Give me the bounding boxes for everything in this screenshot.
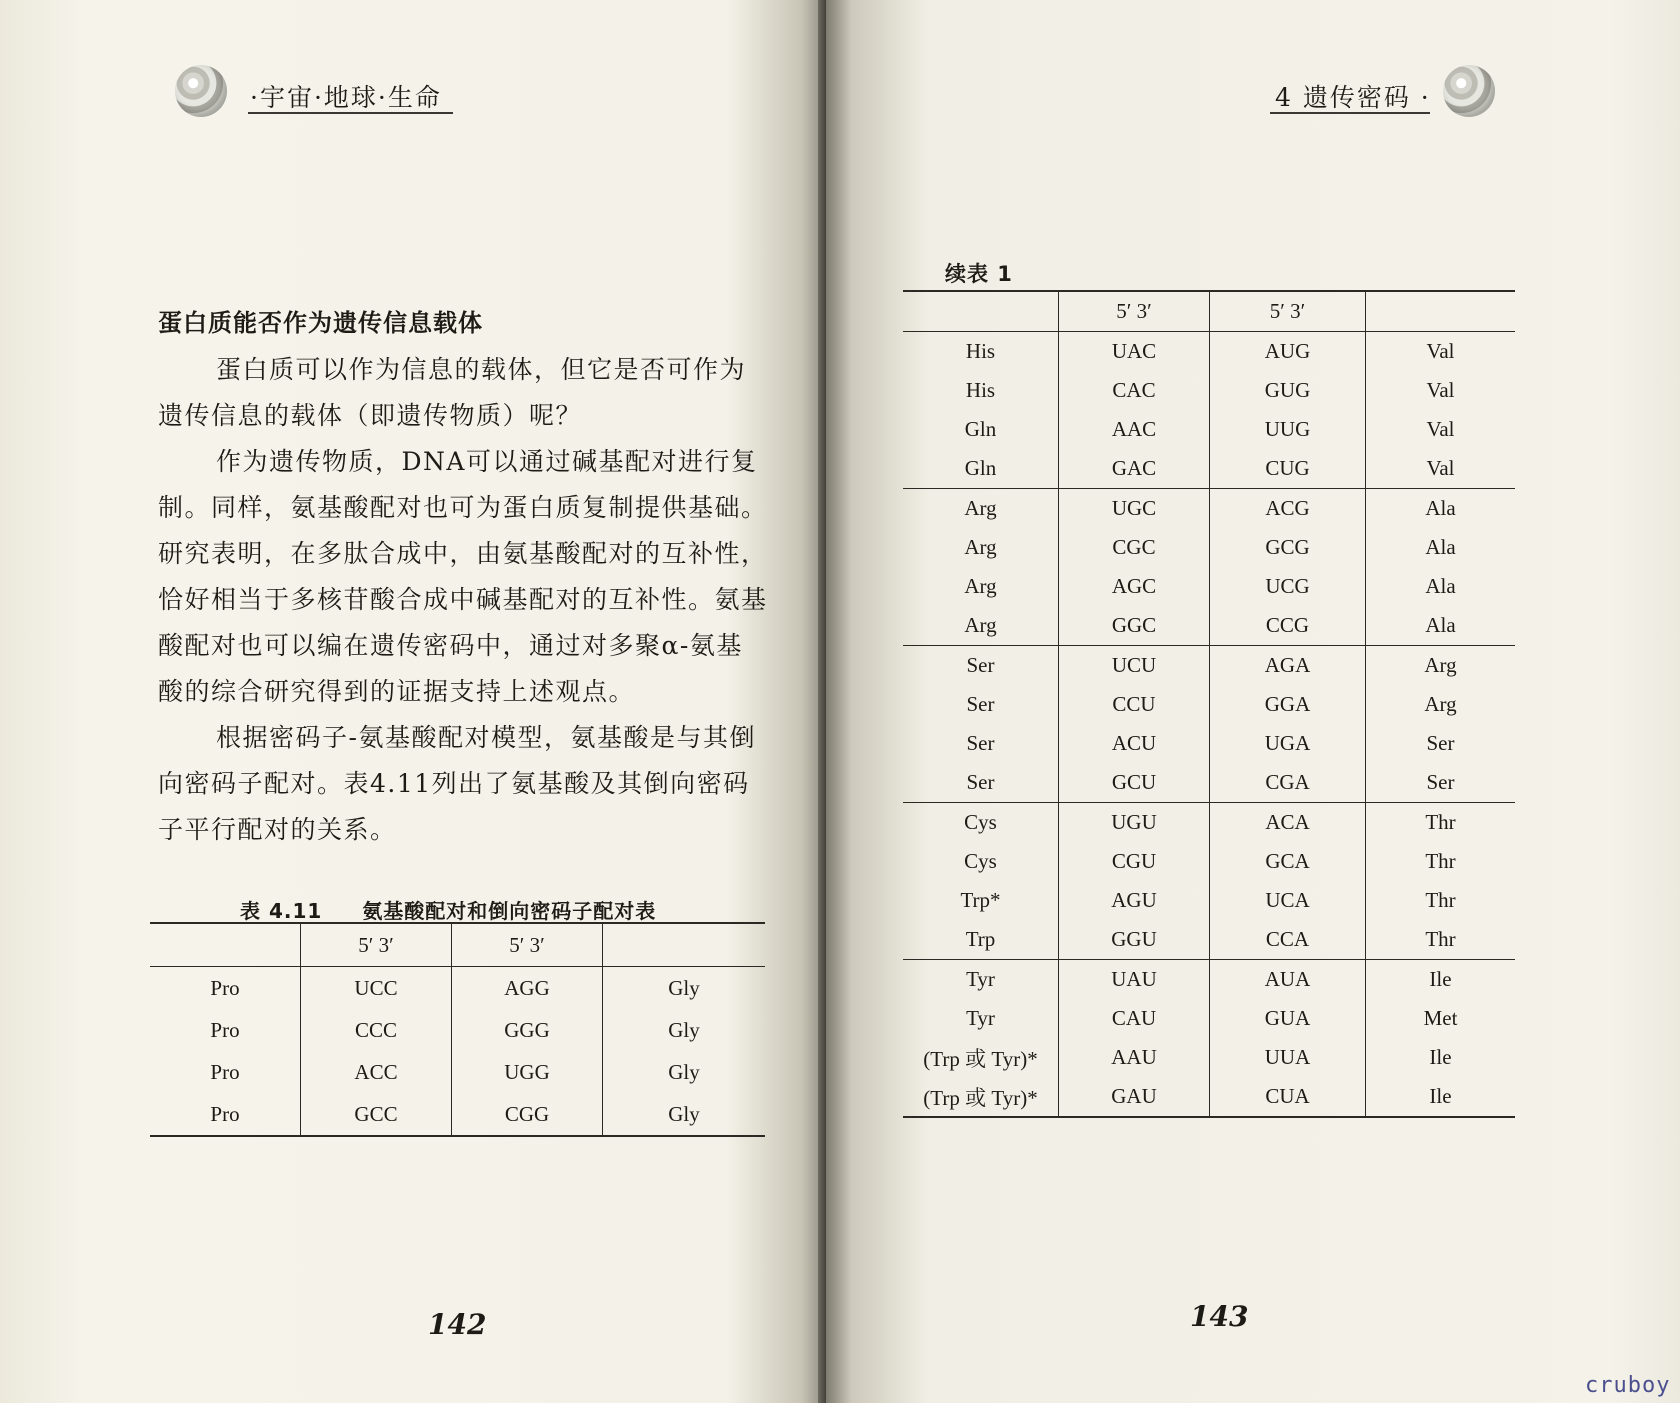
cell: CCU (1059, 685, 1210, 724)
cell: UUG (1210, 410, 1366, 449)
cell: Cys (903, 803, 1059, 843)
cell: Arg (964, 574, 997, 598)
table-row (903, 528, 1515, 567)
table-row (903, 646, 1515, 686)
table-number: 表 4.11 (240, 899, 323, 923)
cell: Ile (1366, 960, 1516, 1000)
cell: CAU (1059, 999, 1210, 1038)
table-row (903, 1038, 1515, 1077)
cell: Arg (1366, 646, 1516, 686)
cell: Thr (1366, 842, 1516, 881)
cell: Ser (1366, 763, 1516, 803)
table-row (903, 999, 1515, 1038)
paragraph: 作为遗传物质，DNA可以通过碱基配对进行复制。同样，氨基酸配对也可为蛋白质复制提供基础。研究表明，在多肽合成中，由氨基酸配对的互补性，恰好相当于多核苷酸合成中碱基配对的互补性。氨基酸配对也可以编在遗传密码中，通过对多聚α-氨基酸的综合研究得到的证据支持上述观点。 (158, 447, 768, 706)
cell: CGC (1059, 528, 1210, 567)
table-row (903, 685, 1515, 724)
table-row (903, 763, 1515, 803)
cell: Ser (966, 770, 995, 794)
header-cell (1366, 291, 1516, 332)
cell: GGU (1059, 920, 1210, 960)
cell: Thr (1366, 803, 1516, 843)
cell: Arg (1366, 685, 1516, 724)
cell: Ser (966, 692, 995, 716)
table-row (903, 960, 1515, 1000)
cell: AAU (1059, 1038, 1210, 1077)
cell: Gly (603, 1009, 766, 1051)
cell: Ile (1366, 1038, 1516, 1077)
page-number: 142 (428, 1308, 487, 1341)
codon-pairing-table-continued (903, 290, 1515, 1118)
table-caption (240, 895, 656, 924)
cell: GCG (1210, 528, 1366, 567)
body-text (158, 347, 768, 853)
cell: UGA (1210, 724, 1366, 763)
cell: GGG (452, 1009, 603, 1051)
running-head-rule (248, 112, 453, 114)
cell: Val (1366, 449, 1516, 489)
cell: Trp* (960, 888, 1001, 912)
running-head-left: ·宇宙·地球·生命 (250, 83, 442, 112)
cell: GCU (1059, 763, 1210, 803)
table-row (903, 724, 1515, 763)
watermark: cruboy (1585, 1373, 1671, 1398)
cell: Pro (210, 1017, 240, 1042)
cell: Thr (1366, 920, 1516, 960)
cell: Arg (903, 489, 1059, 529)
flower-emblem-icon (1443, 65, 1495, 117)
table-row (150, 1009, 765, 1051)
cell: Thr (1366, 881, 1516, 920)
cell: Ser (903, 646, 1059, 686)
cell: CGG (452, 1093, 603, 1136)
cell: ACA (1210, 803, 1366, 843)
cell: Arg (964, 535, 997, 559)
cell: AGU (1059, 881, 1210, 920)
table-row (903, 803, 1515, 843)
table-row (903, 489, 1515, 529)
cell: UCC (301, 967, 452, 1010)
cell: CCA (1210, 920, 1366, 960)
cell: GUG (1210, 371, 1366, 410)
header-cell: 5′ 3′ (1210, 291, 1366, 332)
cell: Ile (1366, 1077, 1516, 1117)
cell: GCC (301, 1093, 452, 1136)
cell: GUA (1210, 999, 1366, 1038)
cell: AUA (1210, 960, 1366, 1000)
cell: UGU (1059, 803, 1210, 843)
header-cell (150, 923, 301, 967)
cell: Pro (210, 1059, 240, 1084)
table-row (903, 332, 1515, 372)
table-row (150, 1093, 765, 1136)
cell: UGG (452, 1051, 603, 1093)
section-heading: 蛋白质能否作为遗传信息载体 (158, 309, 483, 337)
cell: Ser (966, 731, 995, 755)
cell: (Trp 或 Tyr)* (923, 1046, 1038, 1071)
cell: Gly (603, 967, 766, 1010)
cell: CUA (1210, 1077, 1366, 1117)
table-row (903, 606, 1515, 646)
cell: Gln (964, 417, 997, 441)
cell: AUG (1210, 332, 1366, 372)
running-head-right: 4 遗传密码 · (1275, 83, 1431, 112)
header-cell (603, 923, 766, 967)
cell: GGA (1210, 685, 1366, 724)
cell: CCC (301, 1009, 452, 1051)
cell: CUG (1210, 449, 1366, 489)
table-row (903, 410, 1515, 449)
table-row (150, 967, 765, 1010)
cell: Gln (964, 456, 997, 480)
cell: (Trp 或 Tyr)* (923, 1085, 1038, 1110)
table-body (903, 332, 1515, 1118)
cell: Val (1366, 332, 1516, 372)
header-cell: 5′ 3′ (452, 923, 603, 967)
paragraph: 蛋白质可以作为信息的载体，但它是否可作为遗传信息的载体（即遗传物质）呢？ (158, 355, 747, 430)
running-head-rule (1270, 112, 1430, 114)
cell: Tyr (903, 960, 1059, 1000)
page-number: 143 (1190, 1300, 1249, 1333)
header-cell (903, 291, 1059, 332)
cell: AGC (1059, 567, 1210, 606)
cell: UCG (1210, 567, 1366, 606)
cell: AAC (1059, 410, 1210, 449)
table-row (903, 449, 1515, 489)
table-row (903, 920, 1515, 960)
cell: Ala (1366, 606, 1516, 646)
cell: Ala (1366, 567, 1516, 606)
cell: His (903, 332, 1059, 372)
cell: His (965, 378, 996, 402)
cell: Ala (1366, 528, 1516, 567)
cell: ACC (301, 1051, 452, 1093)
cell: UCA (1210, 881, 1366, 920)
cell: Trp (965, 927, 996, 951)
cell: UUA (1210, 1038, 1366, 1077)
table-row (150, 1051, 765, 1093)
cell: Pro (210, 1101, 240, 1126)
cell: CCG (1210, 606, 1366, 646)
cell: Val (1366, 371, 1516, 410)
table-continued-label: 续表 1 (945, 262, 1013, 286)
header-cell: 5′ 3′ (1059, 291, 1210, 332)
flower-emblem-icon (175, 65, 227, 117)
cell: UCU (1059, 646, 1210, 686)
cell: CGU (1059, 842, 1210, 881)
cell: Gly (603, 1051, 766, 1093)
table-header-row (150, 923, 765, 967)
header-cell: 5′ 3′ (301, 923, 452, 967)
cell: AGA (1210, 646, 1366, 686)
table-row (903, 842, 1515, 881)
cell: Arg (964, 613, 997, 637)
cell: AGG (452, 967, 603, 1010)
cell: GAC (1059, 449, 1210, 489)
cell: Cys (964, 849, 997, 873)
cell: GAU (1059, 1077, 1210, 1117)
table-title: 氨基酸配对和倒向密码子配对表 (362, 899, 657, 923)
table-row (903, 1077, 1515, 1117)
cell: Met (1366, 999, 1516, 1038)
cell: ACG (1210, 489, 1366, 529)
cell: UGC (1059, 489, 1210, 529)
cell: Tyr (966, 1006, 995, 1030)
table-row (903, 567, 1515, 606)
table-row (903, 881, 1515, 920)
table-row (903, 371, 1515, 410)
cell: CGA (1210, 763, 1366, 803)
cell: Ala (1366, 489, 1516, 529)
left-page (0, 0, 826, 1403)
codon-pairing-table (150, 922, 765, 1137)
cell: UAC (1059, 332, 1210, 372)
paragraph: 根据密码子-氨基酸配对模型，氨基酸是与其倒向密码子配对。表4.11列出了氨基酸及其倒向密码子平行配对的关系。 (158, 723, 756, 844)
cell: GGC (1059, 606, 1210, 646)
cell: GCA (1210, 842, 1366, 881)
cell: Pro (150, 967, 301, 1010)
cell: Ser (1366, 724, 1516, 763)
cell: Gly (603, 1093, 766, 1136)
table-header-row (903, 291, 1515, 332)
cell: UAU (1059, 960, 1210, 1000)
cell: CAC (1059, 371, 1210, 410)
cell: Val (1366, 410, 1516, 449)
cell: ACU (1059, 724, 1210, 763)
